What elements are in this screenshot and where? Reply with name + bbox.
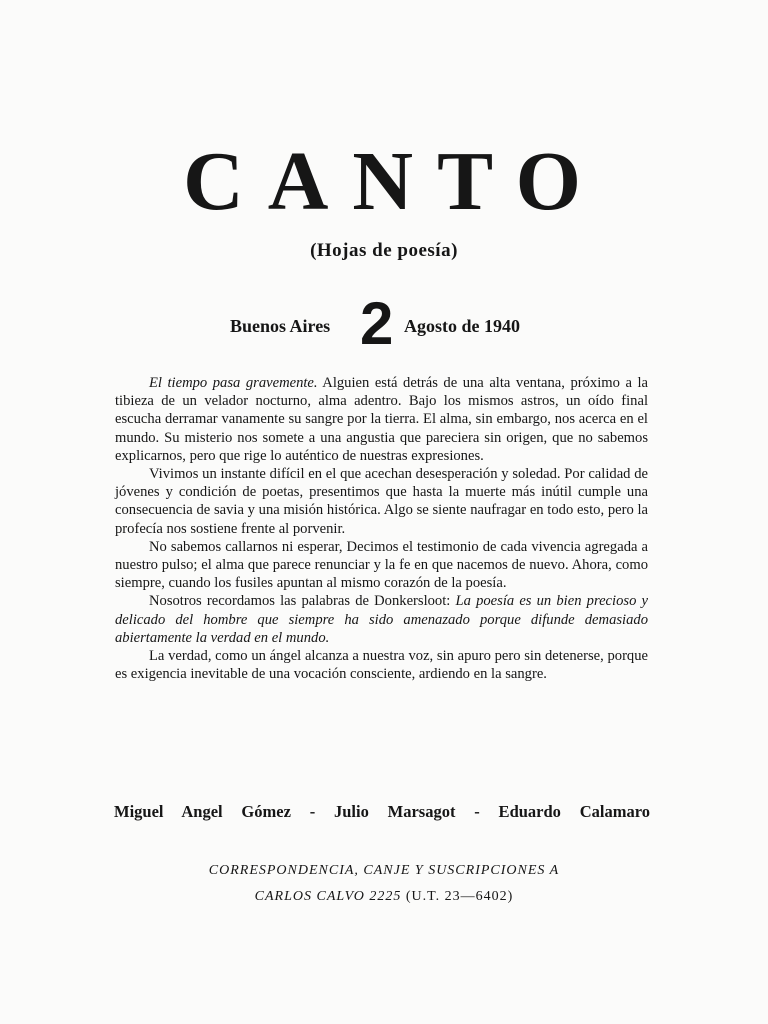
contact-info xyxy=(0,858,768,910)
paragraph-4 xyxy=(115,592,648,647)
magazine-title: CANTO xyxy=(183,135,605,228)
paragraph-1-opening: El tiempo pasa gravemente. xyxy=(149,375,318,391)
contact-phone: (U.T. 23—6402) xyxy=(401,889,514,904)
magazine-subtitle: (Hojas de poesía) xyxy=(310,240,458,261)
paragraph-4-text: Nosotros recordamos las palabras de Donkersloot: xyxy=(149,593,456,610)
manifesto-text xyxy=(115,374,648,683)
issue-city: Buenos Aires xyxy=(230,316,331,336)
paragraph-5: La verdad, como un ángel alcanza a nuestra voz, sin apuro pero sin detenerse, porque es exigencia inevitable de una vocación consciente, ardiendo en la sangre. xyxy=(115,648,648,683)
paragraph-1-text: Alguien está detrás de una alta ventana, próximo a la tibieza de un velador nocturno, alma adentro. Bajo los mismos astros, un oído final escucha derramar vanamente su sangre por la tierra. El alma, sin embargo, nos acerca en el mundo. Su misterio nos somete a una angustia que pareciera sin origen, que no sabemos explicarnos, pero que rige lo auténtico de nuestras expresiones. xyxy=(115,375,648,464)
donkersloot-quote: La poesía es un bien precioso y delicado del hombre que siempre ha sido amenazado porque difunde demasiado abiertamente la verdad en el mundo. xyxy=(115,593,648,646)
paragraph-3: No sabemos callarnos ni esperar, Decimos el testimonio de cada vivencia agregada a nuestro pulso; el alma que parece renunciar y la fe en que nacemos de nuevo. Ahora, como siempre, cuando los fusiles apuntan al mismo corazón de la poesía. xyxy=(115,538,648,592)
paragraph-1 xyxy=(115,374,648,465)
issue-number: 2 xyxy=(360,290,394,357)
contact-line-1: CORRESPONDENCIA, CANJE Y SUSCRIPCIONES A xyxy=(208,863,560,878)
paragraph-2: Vivimos un instante difícil en el que acechan desesperación y soledad. Por calidad de jóvenes y condición de poetas, presentimos que hasta la muerte más inútil cumple una consecuencia de savia y una misión histórica. Algo se siente naufragar en todo esto, pero la profecía nos sostiene frente al porvenir. xyxy=(115,466,648,537)
signatures: Miguel Angel Gómez - Julio Marsagot - Eduardo Calamaro xyxy=(114,802,650,821)
contact-address: CARLOS CALVO 2225 xyxy=(254,889,402,904)
contact-line-2 xyxy=(0,884,768,910)
issue-line xyxy=(0,290,768,357)
issue-date: Agosto de 1940 xyxy=(404,316,520,336)
